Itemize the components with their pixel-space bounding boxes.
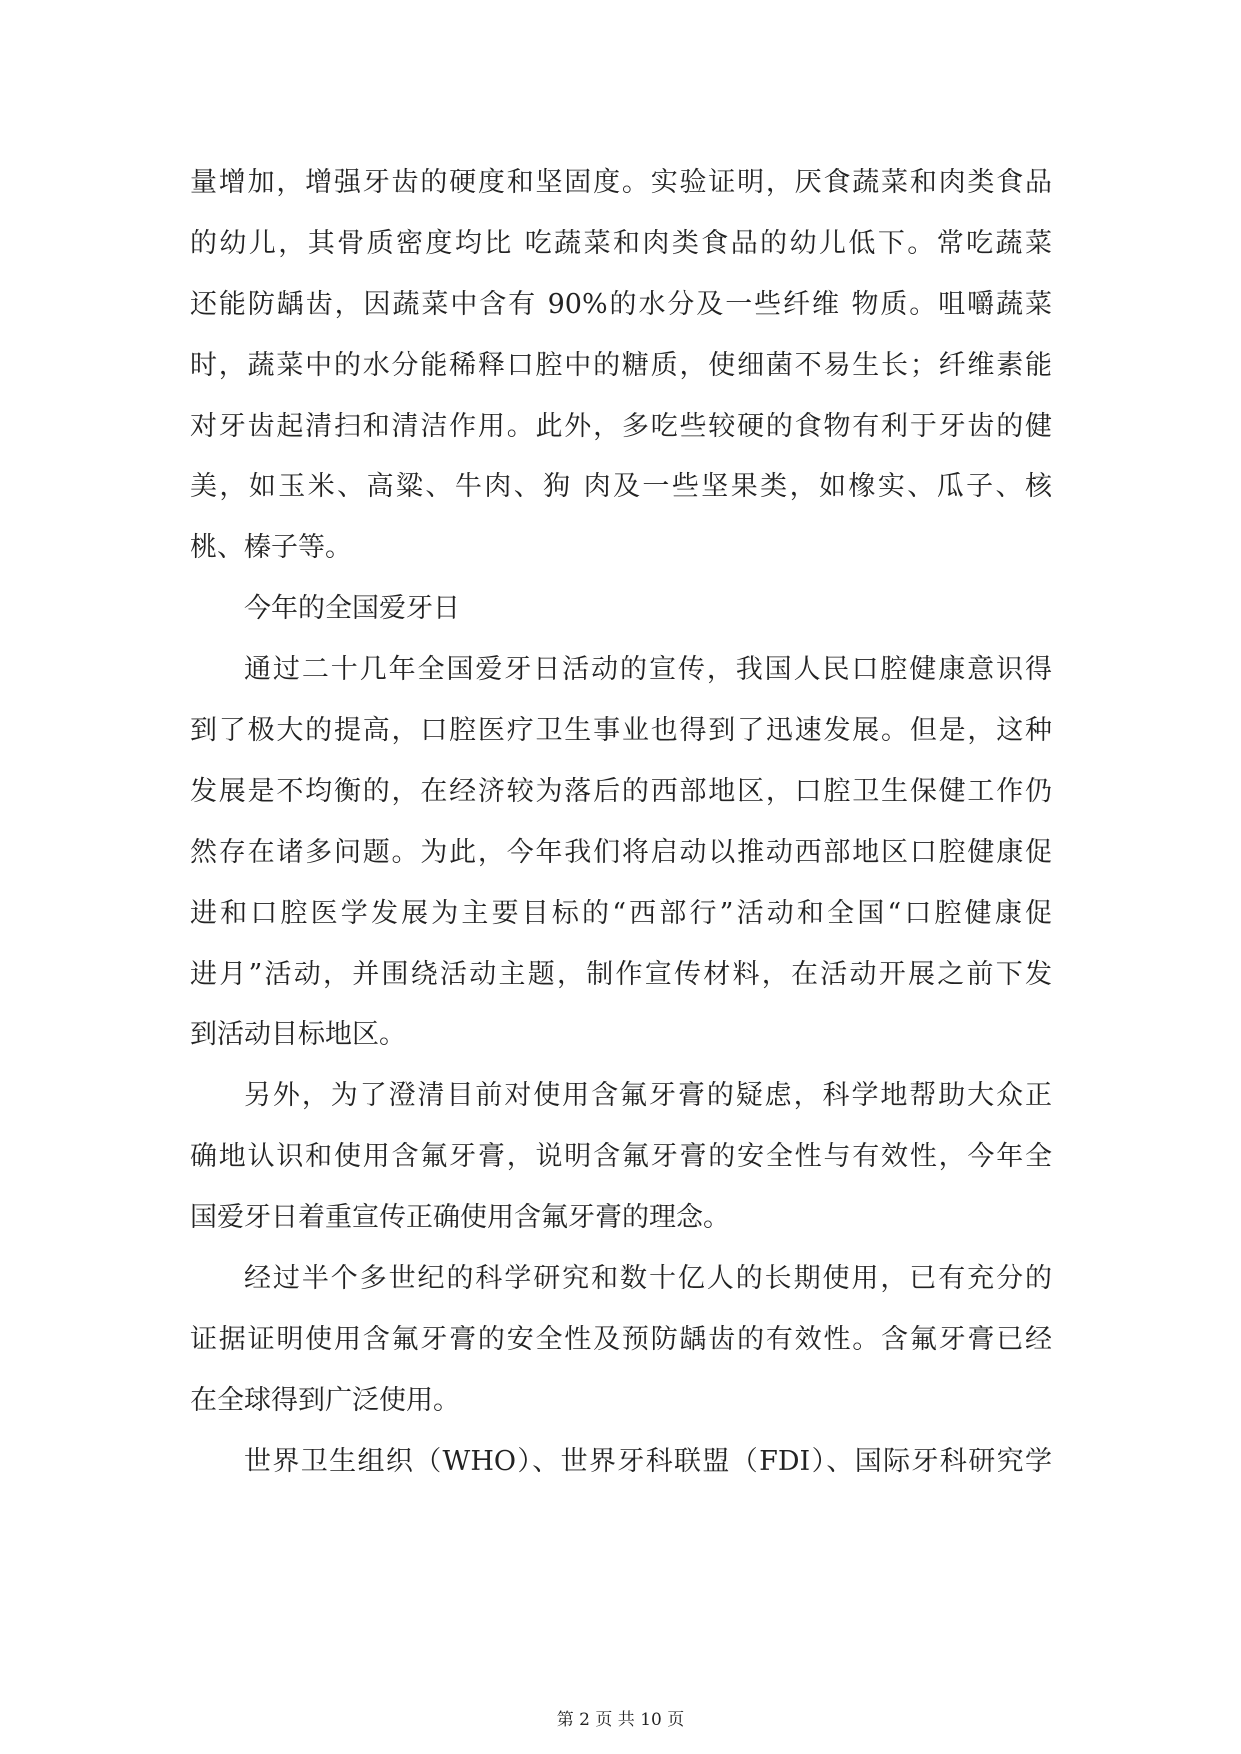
text-line: 确地认识和使用含氟牙膏，说明含氟牙膏的安全性与有效性，今年全 [190,1141,1052,1173]
text-line: 桃、榛子等。 [190,532,352,564]
text-line: 进月”活动，并围绕活动主题，制作宣传材料，在活动开展之前下发 [190,958,1052,990]
text-line: 发展是不均衡的，在经济较为落后的西部地区，口腔卫生保健工作仍 [190,775,1052,807]
body-text [190,153,1052,1493]
text-line: 国爱牙日着重宣传正确使用含氟牙膏的理念。 [190,1202,730,1234]
text-line: 进和口腔医学发展为主要目标的“西部行”活动和全国“口腔健康促 [190,897,1052,929]
text-line: 通过二十几年全国爱牙日活动的宣传，我国人民口腔健康意识得 [244,654,1052,686]
text-line: 对牙齿起清扫和清洁作用。此外，多吃些较硬的食物有利于牙齿的健 [190,410,1052,442]
text-line: 然存在诸多问题。为此，今年我们将启动以推动西部地区口腔健康促 [190,836,1052,868]
text-line: 的幼儿，其骨质密度均比 吃蔬菜和肉类食品的幼儿低下。常吃蔬菜 [190,227,1052,259]
text-line: 美，如玉米、高粱、牛肉、狗 肉及一些坚果类，如橡实、瓜子、核 [190,471,1052,503]
text-line: 经过半个多世纪的科学研究和数十亿人的长期使用，已有充分的 [244,1263,1052,1295]
page-footer: 第 2 页 共 10 页 [556,1710,685,1730]
text-line: 世界卫生组织（WHO）、世界牙科联盟（FDI）、国际牙科研究学 [244,1445,1052,1477]
text-line: 另外，为了澄清目前对使用含氟牙膏的疑虑，科学地帮助大众正 [244,1080,1052,1112]
text-line: 时，蔬菜中的水分能稀释口腔中的糖质，使细菌不易生长；纤维素能 [190,349,1052,381]
text-line: 量增加，增强牙齿的硬度和坚固度。实验证明，厌食蔬菜和肉类食品 [190,167,1052,198]
text-line: 证据证明使用含氟牙膏的安全性及预防龋齿的有效性。含氟牙膏已经 [190,1323,1052,1355]
text-line: 在全球得到广泛使用。 [190,1384,460,1416]
section-heading: 今年的全国爱牙日 [244,593,460,625]
text-line: 还能防龋齿，因蔬菜中含有 90%的水分及一些纤维 物质。咀嚼蔬菜 [190,288,1052,320]
text-line: 到活动目标地区。 [190,1019,406,1051]
text-line: 到了极大的提高，口腔医疗卫生事业也得到了迅速发展。但是，这种 [190,715,1052,747]
